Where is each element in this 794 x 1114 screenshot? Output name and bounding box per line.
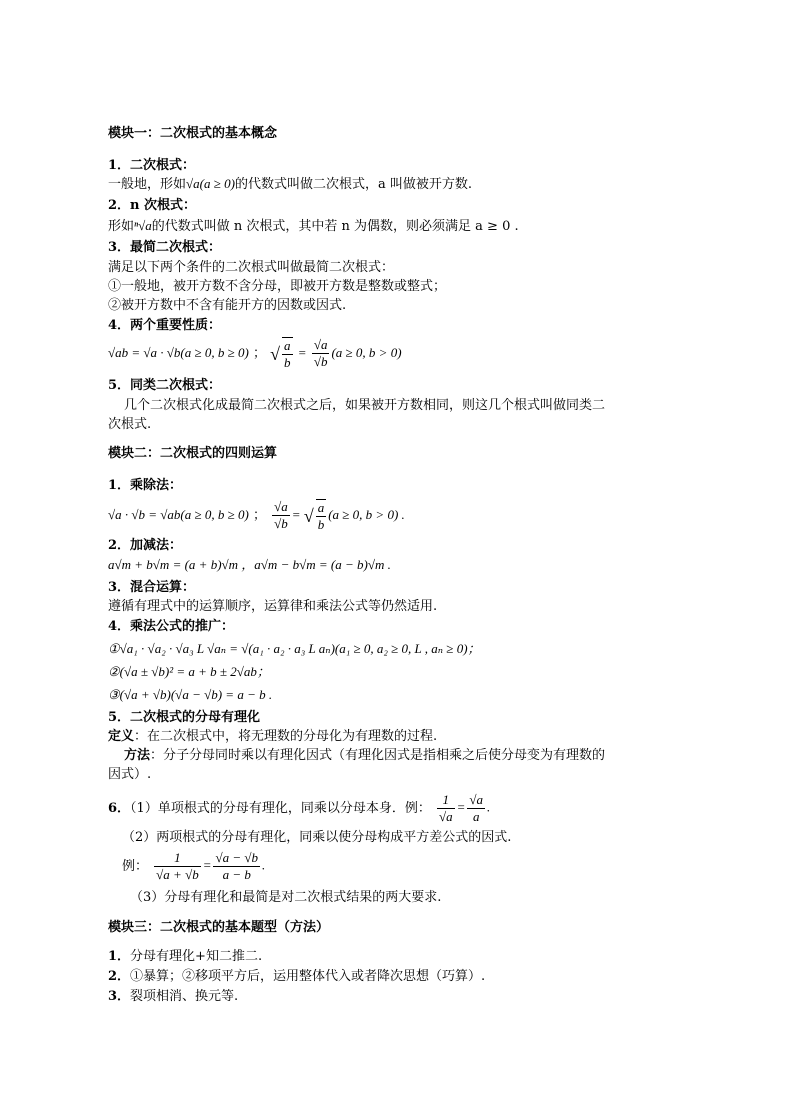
m2-f1b-rad-num: a xyxy=(317,499,325,515)
m2-text-3: 遵循有理式中的运算顺序，运算律和乘法公式等仍然适用. xyxy=(108,599,438,614)
m1-property-a: √ab = √a · √b(a ≥ 0, b ≥ 0) xyxy=(108,345,249,360)
m2-method-label: 方法 xyxy=(124,748,151,763)
module-1-title: 模块一：二次根式的基本概念 xyxy=(108,126,278,141)
m2-method-cont: 因式）. xyxy=(108,767,152,782)
m2-method-text: ：分子分母同时乘以有理化因式（有理化因式是指相乘之后使分母变为有理数的 xyxy=(150,748,606,763)
m1-heading-5: 5．同类二次根式： xyxy=(108,378,222,393)
m2-example-2 xyxy=(152,850,265,883)
m1-prop-b-cond: (a ≥ 0, b > 0) xyxy=(331,344,402,360)
m2-heading-5: 5．二次根式的分母有理化 xyxy=(108,710,261,725)
m2-text-6b: （2）两项根式的分母有理化，同乘以使分母构成平方差公式的因式. xyxy=(122,830,512,845)
m2-f1b-eq: = xyxy=(291,506,301,522)
m2-f1b-num: √a xyxy=(274,499,288,514)
m1-prop-b-den: √b xyxy=(313,354,328,369)
m1-text-3: 满足以下两个条件的二次根式叫做最简二次根式： xyxy=(108,260,395,275)
m1-text-5b: 次根式. xyxy=(108,417,152,432)
m2-formula-1 xyxy=(108,496,405,534)
m2-formula-1b: $\frac{√a}{√b}$ = √ $\frac{a}{b}$ (a ≥ 0, b > 0) . xyxy=(274,499,405,532)
m2-ex1-num: 1 xyxy=(437,792,455,809)
m2-ex2-rnum: √a − √b xyxy=(215,850,259,865)
m2-formula-1-sep: ； xyxy=(253,508,267,523)
m2-formula-2: a√m + b√m = (a + b)√m ，a√m − b√m = (a − b)√m . xyxy=(108,557,391,572)
module-2-title: 模块二：二次根式的四则运算 xyxy=(108,446,278,461)
m3-item-3-text: 裂项相消、换元等. xyxy=(130,989,239,1004)
m2-formula-4a: ①√a₁ · √a₂ · √a₃ L √aₙ = √(a₁ · a₂ · a₃ L aₙ)(a₁ ≥ 0, a₂ ≥ 0, L , aₙ ≥ 0)； xyxy=(108,641,481,656)
m1-heading-1: 1．二次根式： xyxy=(108,158,196,173)
m2-ex1-eq: = xyxy=(456,799,466,815)
m1-text-1-pre: 一般地，形如 xyxy=(108,177,187,192)
m2-formula-4c: ③(√a + √b)(√a − √b) = a − b . xyxy=(108,687,273,702)
m2-text-6c: （3）分母有理化和最简是对二次根式结果的两大要求. xyxy=(130,890,442,905)
m2-heading-4: 4．乘法公式的推广： xyxy=(108,619,235,634)
m1-text-5a: 几个二次根式化成最简二次根式之后，如果被开方数相同，则这几个根式叫做同类二 xyxy=(124,398,606,413)
m2-method xyxy=(124,748,605,764)
m2-ex1-rden: a xyxy=(472,809,480,824)
m1-text-1-post: 的代数式叫做二次根式，a 叫做被开方数. xyxy=(234,177,472,192)
m1-text-2-pre: 形如 xyxy=(108,219,135,234)
m3-item-3 xyxy=(108,989,238,1005)
m2-f1b-rad-den: b xyxy=(317,516,325,532)
m1-prop-b-rad-den: b xyxy=(284,354,291,370)
m2-example-1 xyxy=(435,792,490,825)
m2-ex1-rnum: √a xyxy=(469,792,484,807)
module-3-title: 模块三：二次根式的基本题型（方法） xyxy=(108,920,330,935)
m3-item-1-num: 1． xyxy=(108,949,131,964)
m2-heading-6: 6． xyxy=(108,801,131,816)
m1-text-3b: ②被开方数中不含有能开方的因数或因式. xyxy=(108,298,347,313)
m1-text-2-math: ⁿ√a xyxy=(134,218,152,233)
m2-ex2-den: √a + √b xyxy=(156,867,199,882)
m1-heading-3: 3．最简二次根式： xyxy=(108,240,222,255)
m2-definition-text: ：在二次根式中，将无理数的分母化为有理数的过程. xyxy=(134,729,438,744)
m2-heading-2: 2．加减法： xyxy=(108,538,183,553)
m3-item-3-num: 3． xyxy=(108,989,131,1004)
m3-item-2-num: 2． xyxy=(108,969,131,984)
m1-text-1 xyxy=(108,176,472,193)
m2-ex2-num: 1 xyxy=(154,850,201,867)
m2-f1b-den: √b xyxy=(274,516,288,531)
m2-ex2-eq: = xyxy=(202,857,212,873)
m1-text-3a: ①一般地，被开方数不含分母，即被开方数是整数或整式； xyxy=(108,279,447,294)
m2-definition-label: 定义 xyxy=(108,729,135,744)
m1-property-b: √ $\frac{a}{b}$ = $\frac{√a}{√b}$ (a ≥ 0, b > 0) xyxy=(270,337,402,370)
m1-prop-b-num: √a xyxy=(313,337,328,352)
m2-ex2-end: . xyxy=(262,857,266,873)
m2-ex1-end: . xyxy=(487,799,491,815)
m2-example-2-row xyxy=(122,848,265,886)
m2-formula-1a: √a · √b = √ab(a ≥ 0, b ≥ 0) xyxy=(108,507,249,522)
m1-heading-4: 4．两个重要性质： xyxy=(108,318,222,333)
m2-text-6a: （1）单项根式的分母有理化，同乘以分母本身．例： xyxy=(130,801,431,816)
m2-formula-4b: ②(√a ± √b)² = a + b ± 2√ab； xyxy=(108,664,270,679)
m1-text-1-math: √a(a ≥ 0) xyxy=(186,176,235,191)
m3-item-2 xyxy=(108,969,485,985)
m2-ex1-den: √a xyxy=(438,809,453,824)
m3-item-1 xyxy=(108,949,262,965)
m3-item-2-text: ①暴算；②移项平方后，运用整体代入或者降次思想（巧算）. xyxy=(130,969,486,984)
m2-definition xyxy=(108,729,437,745)
m2-heading-3: 3．混合运算： xyxy=(108,580,196,595)
m1-property-sep: ； xyxy=(253,346,267,361)
m3-item-1-text: 分母有理化+知二推二. xyxy=(130,949,263,964)
m1-text-2 xyxy=(108,218,519,235)
m2-f1b-cond: (a ≥ 0, b > 0) . xyxy=(328,506,405,522)
m2-heading-1: 1．乘除法： xyxy=(108,478,183,493)
m1-text-2-post: 的代数式叫做 n 次根式，其中若 n 为偶数，则必须满足 a ≥ 0 . xyxy=(151,219,519,234)
m2-item-6a xyxy=(108,790,490,828)
m1-property-formulas xyxy=(108,336,402,370)
m1-prop-b-rad-num: a xyxy=(284,337,291,353)
m2-ex2-rden: a − b xyxy=(222,867,251,882)
m1-heading-2: 2．n 次根式： xyxy=(108,198,197,213)
m2-ex2-label: 例： xyxy=(122,859,149,874)
